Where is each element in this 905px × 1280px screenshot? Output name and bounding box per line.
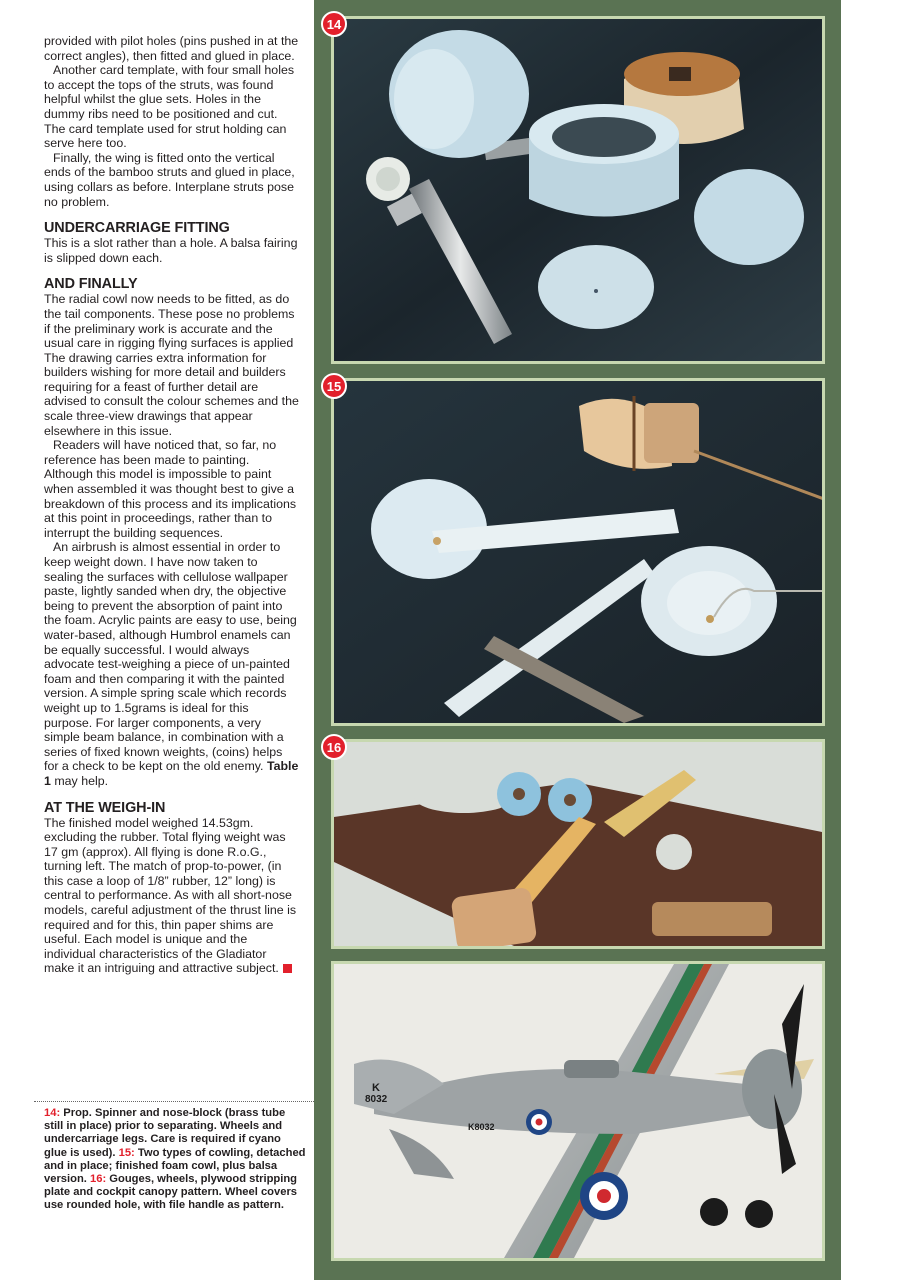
caption-text-16: Gouges, wheels, plywood stripping plate and cockpit canopy pattern. Wheel covers use rounded hole, with file handle as pattern. [44,1173,298,1212]
photo-14-spinner-and-nose-block [331,16,825,364]
article-paragraph: Finally, the wing is fitted onto the vertical ends of the bamboo struts and glued in place, using collars as before. Interplane struts pose no problem. [44,150,295,209]
photo-16-gouges-wheels-stripping-plate [331,739,825,949]
article-paragraph: The radial cowl now needs to be fitted, as do the tail components. These pose no problems if the preliminary work is accurate and the usual care in rigging flying surfaces is applied The drawing carries extra information for builders wishing for more detail and builders requiring for a feast of further detail are advised to consult the colour schemes and the scale three-view drawings that appear elsewhere in this issue. [44,292,299,438]
caption-text-15: Two types of cowling, detached and in place; finished foam cowl, plus balsa version. [44,1146,306,1186]
photo-captions [44,1107,306,1213]
article-text-column [44,34,300,976]
fuselage-serial-marking: K8032 [468,1122,495,1132]
article-paragraph: Readers will have noticed that, so far, no reference has been made to painting. Although this model is impossible to paint when assembled it was thought best to give a breakdown of this process and its implications at this point in proceedings, rather than to interrupt the building sequences. [44,438,297,540]
article-paragraph: Another card template, with four small holes to accept the tops of the struts, was found helpful whilst the glue sets. Holes in the dummy ribs need to be positioned and cut. The card template used for strut holding can serve here too. [44,63,295,151]
heading-and-finally: AND FINALLY [44,276,138,293]
heading-at-the-weigh-in: AT THE WEIGH-IN [44,799,166,816]
caption-divider [34,1101,316,1102]
article-paragraph: This is a slot rather than a hole. A balsa fairing is slipped down each. [44,236,298,265]
end-of-article-mark [283,964,292,973]
paragraph-text: may help. [50,773,109,788]
heading-undercarriage-fitting: UNDERCARRIAGE FITTING [44,220,230,237]
caption-number-15: 15: [118,1146,135,1159]
caption-number-14: 14: [44,1107,61,1119]
article-paragraph [44,816,300,977]
table-reference: Table 1 [44,759,299,788]
article-paragraph: provided with pilot holes (pins pushed in at the correct angles), then fitted and glued in place. [44,34,299,63]
tail-serial-marking: 8032 [365,1094,388,1105]
photo-number-badge-16: 16 [321,734,347,760]
photo-number-badge-14: 14 [321,11,347,37]
tail-letter-marking: K [372,1082,380,1094]
paragraph-text: An airbrush is almost essential in order to keep weight down. I have now taken to sealing the surfaces with cellulose wallpaper paste, lightly sanded when dry, the objective being to prevent the absorption of paint into the foam. Acrylic paints are easy to use, being water-based, although Humbrol enamels can be equally successful. I would always advocate test-weighing a piece of un-painted foam and then comparing it with the painted version. A simple spring scale which records weight up to 1.5grams is ideal for this purpose. For larger components, a very simple beam balance, in combination with a series of fixed known weights, (coins) helps for a check to be kept on the old enemy. [44,540,297,774]
article-paragraph [44,540,300,788]
photo-gladiator-model-aircraft [331,961,825,1261]
caption-number-16: 16: [90,1173,107,1186]
caption-text-14: Prop. Spinner and nose-block (brass tube still in place) prior to separating. Wheels and undercarriage legs. Care is required if cyano glue is used). [44,1107,286,1159]
photo-15-cowlings [331,378,825,726]
paragraph-text: The finished model weighed 14.53gm. excluding the rubber. Total flying weight was 17 gm (approx). All flying is done R.o.G., turning left. The match of prop-to-power, (in this case a loop of 1/8” rubber, 12” long) is central to performance. As with all short-nose models, careful adjustment of the thrust line is required and for this, thin paper shims are useful. Each model is unique and the individual characteristics of the Gladiator make it an intriguing and attractive subject. [44,815,297,976]
photo-number-badge-15: 15 [321,373,347,399]
